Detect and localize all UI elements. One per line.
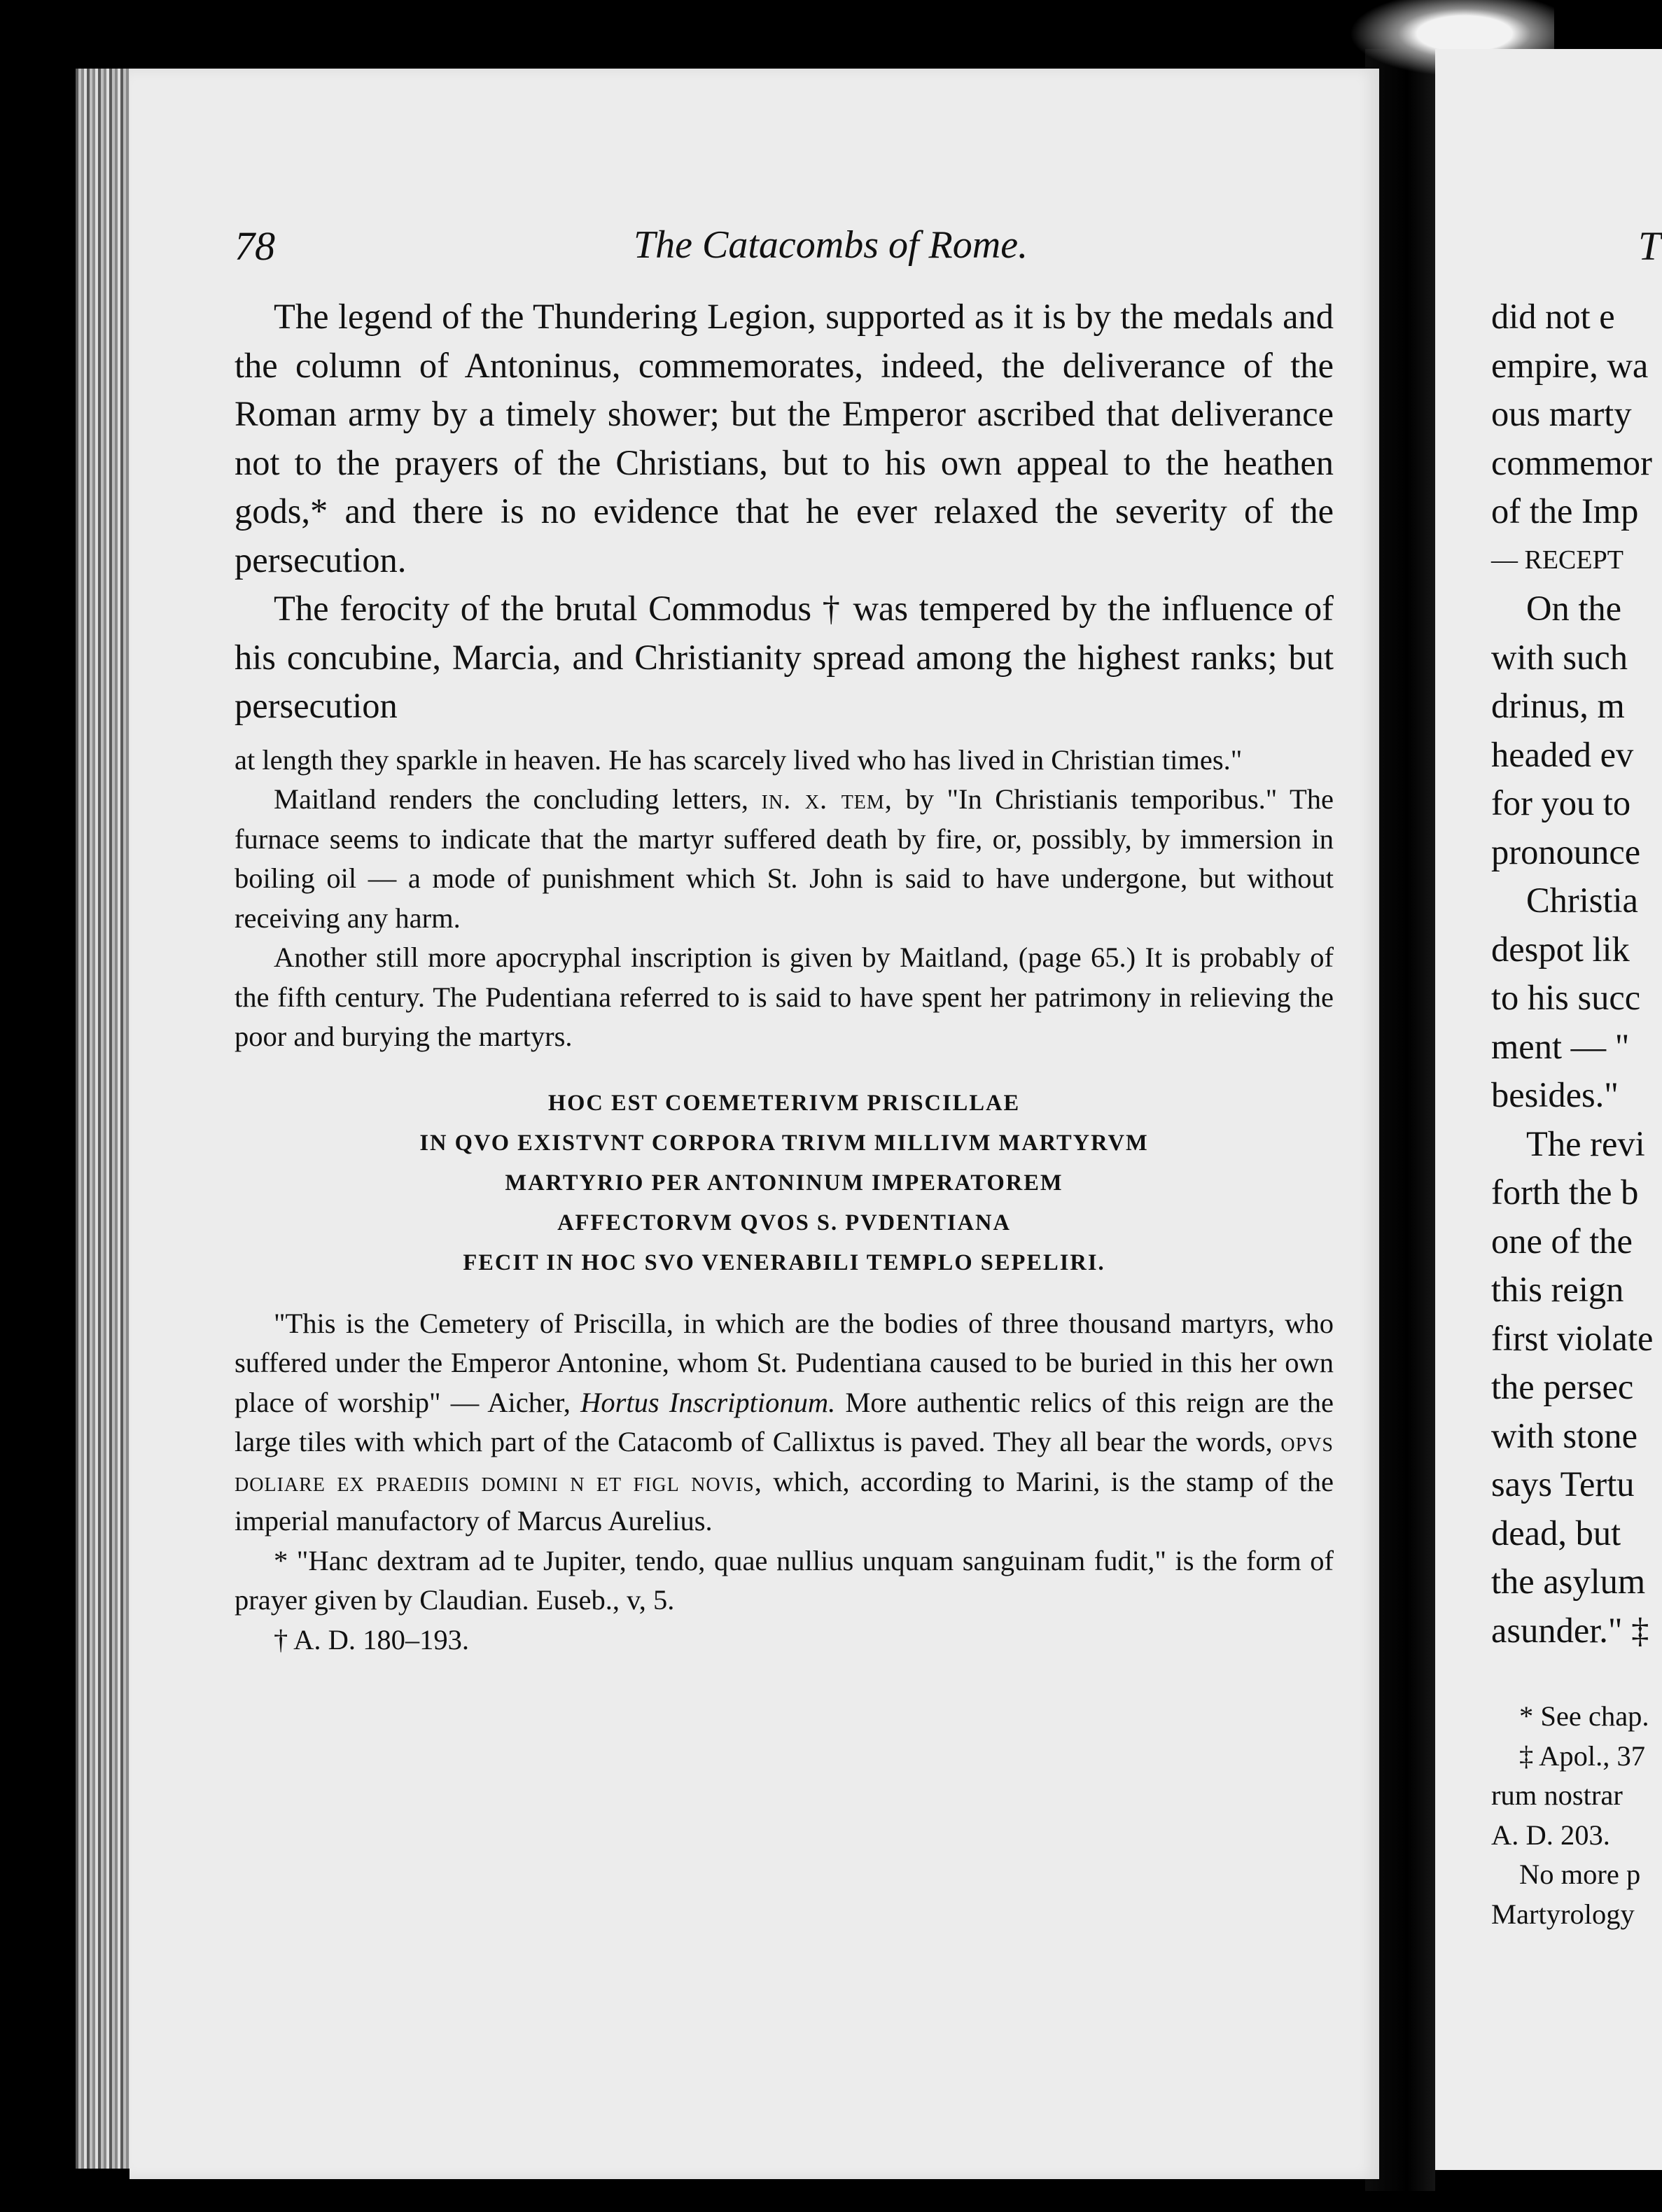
running-title: The Catacombs of Rome. <box>634 223 1028 267</box>
right-line: this reign <box>1491 1270 1624 1309</box>
right-line: On the <box>1526 589 1622 628</box>
right-running-title: T <box>1638 223 1661 269</box>
inscription-line: AFFECTORVM QVOS S. PVDENTIANA <box>557 1210 1011 1236</box>
right-line: ment — " <box>1491 1026 1630 1066</box>
right-footnote-line: No more p <box>1519 1858 1641 1890</box>
page-number: 78 <box>235 223 275 269</box>
left-page-body <box>235 293 1334 1660</box>
right-line: with such <box>1491 637 1628 677</box>
inscription-line: IN QVO EXISTVNT CORPORA TRIVM MILLIVM MARTYRVM <box>419 1130 1149 1156</box>
footnote-apocryphal: Another still more apocryphal inscription is given by Maitland, (page 65.) It is probably of the fifth century. The Pudentiana referred to is said to have spent her patrimony in relieving the poor and burying the martyrs. <box>235 941 1334 1052</box>
right-line: to his succ <box>1491 978 1641 1017</box>
inscription-block <box>235 1084 1334 1283</box>
footnote-maitland: Maitland renders the concluding letters, in. x. tem, by "In Christianis temporibus." The furnace seems to indicate that the martyr suffered death by fire, or, possibly, by immersion in boiling oil — a mode of punishment which St. John is said to have undergone, but without receiving any harm. <box>235 783 1334 934</box>
right-line: the persec <box>1491 1367 1634 1406</box>
right-line: did not e <box>1491 297 1615 336</box>
right-footnote-line: A. D. 203. <box>1491 1819 1610 1851</box>
paragraph-commodus: The ferocity of the brutal Commodus † was tempered by the influence of his concubine, Marcia, and Christianity spread among the highest ranks; but persecution <box>235 589 1334 725</box>
right-line: says Tertu <box>1491 1464 1635 1504</box>
footnote-continuation: at length they sparkle in heaven. He has scarcely lived who has lived in Christian times." <box>235 743 1243 776</box>
right-line: headed ev <box>1491 734 1634 774</box>
footnote-priscilla: "This is the Cemetery of Priscilla, in which are the bodies of three thousand martyrs, who suffered under the Emperor Antonine, whom St. Pudentiana caused to be buried in this her own place of worship" — Aicher, Hortus Inscriptionum. More authentic relics of this reign are the large tiles with which part of the Catacomb of Callixtus is paved. They all bear the words, opvs doliare ex praediis domini n et figl novis, which, according to Marini, is the stamp of the imperial manufactory of Marcus Aurelius. <box>235 1307 1334 1536</box>
right-line: empire, wa <box>1491 345 1649 385</box>
right-line: drinus, m <box>1491 686 1625 725</box>
right-line: ous marty <box>1491 394 1632 433</box>
inscription-line: HOC EST COEMETERIVM PRISCILLAE <box>547 1090 1021 1116</box>
right-footnote-line: Martyrology <box>1491 1898 1635 1930</box>
paragraph-thundering-legion: The legend of the Thundering Legion, supported as it is by the medals and the column of Antoninus, commemorates, indeed, the deliverance of the Roman army by a timely shower; but the Emperor ascribed that deliverance not to the prayers of the Christians, but to his own appeal to the heathen gods,* and there is no evidence that he ever relaxed the severity of the persecution. <box>235 297 1334 580</box>
right-line: for you to <box>1491 783 1631 822</box>
right-line: with stone <box>1491 1415 1638 1455</box>
right-line: pronounce <box>1491 832 1641 872</box>
right-footnote-line: * See chap. <box>1519 1700 1649 1732</box>
inscription-line: FECIT IN HOC SVO VENERABILI TEMPLO SEPELIRI. <box>463 1250 1105 1275</box>
right-line: commemor <box>1491 442 1652 482</box>
right-footnote-line: ‡ Apol., 37 <box>1519 1740 1646 1772</box>
footnote-star: * "Hanc dextram ad te Jupiter, tendo, quae nullius unquam sanguinam fudit," is the form of prayer given by Claudian. Euseb., v, 5. <box>235 1544 1334 1616</box>
right-line: despot lik <box>1491 929 1630 969</box>
inscription-line: MARTYRIO PER ANTONINUM IMPERATOREM <box>505 1170 1063 1196</box>
right-line: forth the b <box>1491 1172 1639 1212</box>
right-line: asunder." ‡ <box>1491 1610 1649 1650</box>
right-footnote-line: rum nostrar <box>1491 1779 1623 1811</box>
running-header <box>235 223 1334 272</box>
right-line: Christia <box>1526 881 1638 920</box>
right-line: dead, but <box>1491 1513 1621 1553</box>
right-line: of the Imp <box>1491 491 1639 531</box>
right-line: the asylum <box>1491 1562 1646 1601</box>
right-line: — RECEPT <box>1491 545 1623 575</box>
right-line: one of the <box>1491 1221 1633 1261</box>
right-line: first violate <box>1491 1318 1654 1358</box>
right-page-body <box>1491 293 1662 1934</box>
right-line: The revi <box>1526 1124 1645 1163</box>
right-line: besides." <box>1491 1075 1619 1114</box>
footnote-dagger: † A. D. 180–193. <box>274 1623 470 1656</box>
